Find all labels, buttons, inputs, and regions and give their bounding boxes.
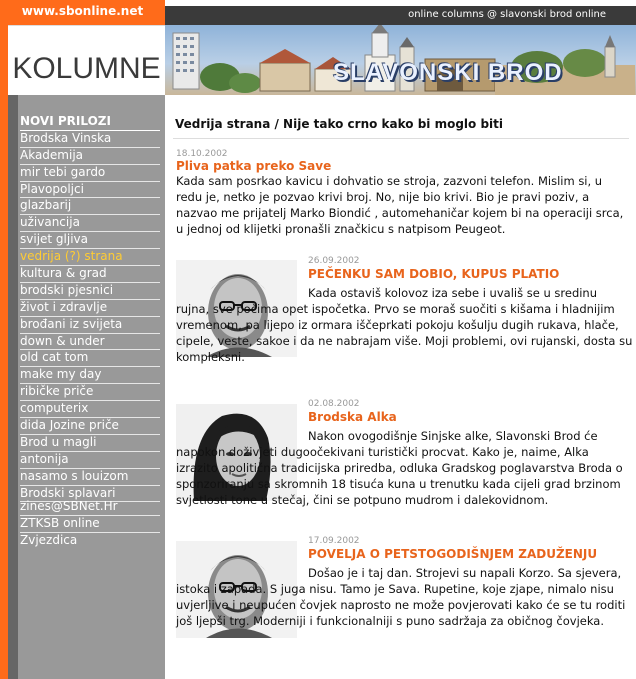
sidebar-item-vedrija-strana[interactable]: vedrija (?) strana xyxy=(20,249,160,266)
sidebar-links xyxy=(20,499,160,549)
sidebar-item-down-under[interactable]: down & under xyxy=(20,334,160,351)
title-divider xyxy=(173,138,629,139)
page-title: Vedrija strana / Nije tako crno kako bi moglo biti xyxy=(175,117,504,131)
site-url-link[interactable]: www.sbonline.net xyxy=(21,4,144,18)
sidebar-item-brod-u-magli[interactable]: Brod u magli xyxy=(20,435,160,452)
article-title-link[interactable]: Pliva patka preko Save xyxy=(176,159,332,173)
sidebar-item-computerix[interactable]: computerix xyxy=(20,401,160,418)
city-banner-image xyxy=(165,25,636,95)
sidebar-link-zines[interactable]: zines@SBNet.Hr xyxy=(20,499,160,516)
section-title: KOLUMNE xyxy=(12,52,161,85)
article xyxy=(308,536,633,561)
banner-title: SLAVONSKI BROD xyxy=(333,59,563,86)
sidebar-nav xyxy=(20,114,160,502)
sidebar-item-uzivancija[interactable]: uživancija xyxy=(20,215,160,232)
sidebar-item-plavopoljci[interactable]: Plavopoljci xyxy=(20,182,160,199)
sidebar-link-ztksb[interactable]: ZTKSB online xyxy=(20,516,160,533)
sidebar-item-svijet-gljiva[interactable]: svijet gljiva xyxy=(20,232,160,249)
article-title-link[interactable]: Brodska Alka xyxy=(308,410,397,424)
article-title-link[interactable]: PEČENKU SAM DOBIO, KUPUS PLATIO xyxy=(308,267,560,281)
article-excerpt: Došao je i taj dan. Strojevi su napali Korzo. Sa sjevera, istoka i zapada. S juga nisu. Tamo je Sava. Rupetine, koje zjape, nimalo nisu uvjerljive i neupućen čovjek naprosto ne može povjerovati kako će se tu roditi još ljepši trg. Moderniji i funkcionalniji s puno sadržaja za običnog čovjeka. xyxy=(176,566,626,628)
sidebar-item-old-cat-tom[interactable]: old cat tom xyxy=(20,350,160,367)
sidebar-item-dida-jozine-price[interactable]: dida Jozine priče xyxy=(20,418,160,435)
sidebar-item-akademija[interactable]: Akademija xyxy=(20,148,160,165)
article-title-link[interactable]: POVELJA O PETSTOGODIŠNJEM ZADUŽENJU xyxy=(308,547,598,561)
header-accent xyxy=(0,25,8,95)
article-date: 26.09.2002 xyxy=(308,256,360,266)
sidebar-item-brodjani-iz-svijeta[interactable]: brođani iz svijeta xyxy=(20,317,160,334)
header-strip-text: online columns @ slavonski brod online xyxy=(408,9,606,20)
article-excerpt: Nakon ovogodišnje Sinjske alke, Slavonski Brod će napokon doživjeti dugoočekivani turistički procvat. Kako je, naime, Alka izrazito apolitična tradicijska priredba, odluka Gradskog poglavarstva Broda o sponzoriranju sa skromnih 18 tisuća kuna u trenutku kada cijeli grad brzinom svjetlosti tone u stečaj, čini se potpuno mudrom i dalekovidnom. xyxy=(176,429,623,507)
article-date: 18.10.2002 xyxy=(176,149,228,159)
sidebar-item-glazbarij[interactable]: glazbarij xyxy=(20,198,160,215)
sidebar-item-zivot-i-zdravlje[interactable]: život i zdravlje xyxy=(20,300,160,317)
sidebar-item-ribicke-price[interactable]: ribičke priče xyxy=(20,384,160,401)
article-date: 02.08.2002 xyxy=(308,399,360,409)
article-excerpt: Kada ostaviš kolovoz iza sebe i uvališ se u sredinu rujna, sve počima opet ispočetka. Prvo se moraš suočiti s kišama i hladnijim vremenom, pa lijepo iz ormara iščeprkati pokoju košulju dugih rukava, hlače, cipele, veste, sakoe i da ne nabrajam više. Moji problemi, ovi rujanski, dosta su kompleksni. xyxy=(176,286,633,364)
sidebar-item-mir-tebi-gardo[interactable]: mir tebi gardo xyxy=(20,165,160,182)
sidebar-item-antonija[interactable]: antonija xyxy=(20,452,160,469)
sidebar-item-nasamo-s-louizom[interactable]: nasamo s louizom xyxy=(20,469,160,486)
sidebar-item-make-my-day[interactable]: make my day xyxy=(20,367,160,384)
sidebar-item-brodska-vinska[interactable]: Brodska Vinska xyxy=(20,131,160,148)
sidebar-item-brodski-pjesnici[interactable]: brodski pjesnici xyxy=(20,283,160,300)
sidebar-item-kultura-grad[interactable]: kultura & grad xyxy=(20,266,160,283)
article-date: 17.09.2002 xyxy=(308,536,360,546)
article-excerpt: Kada sam posrkao kavicu i dohvatio se stroja, zazvoni telefon. Mislim si, u redu je, netko je pozvao krivi broj. No, nije bio krivi. Bio je pravi poziv, a nazvao me prijatelj Marko Biondić , automehaničar kojem bi na operaciji srca, u jednoj od klijetki pronašli značkicu s natpisom Peugeot. xyxy=(176,174,624,236)
sidebar-item-brodski-splavari[interactable]: Brodski splavari xyxy=(20,486,160,503)
sidebar-heading: NOVI PRILOZI xyxy=(20,114,160,131)
sidebar-orange-edge xyxy=(0,95,8,679)
article xyxy=(308,256,633,281)
sidebar-dark-edge xyxy=(8,95,18,679)
article xyxy=(308,399,633,424)
sidebar-link-zvjezdica[interactable]: Zvjezdica xyxy=(20,532,78,547)
article xyxy=(176,149,631,237)
